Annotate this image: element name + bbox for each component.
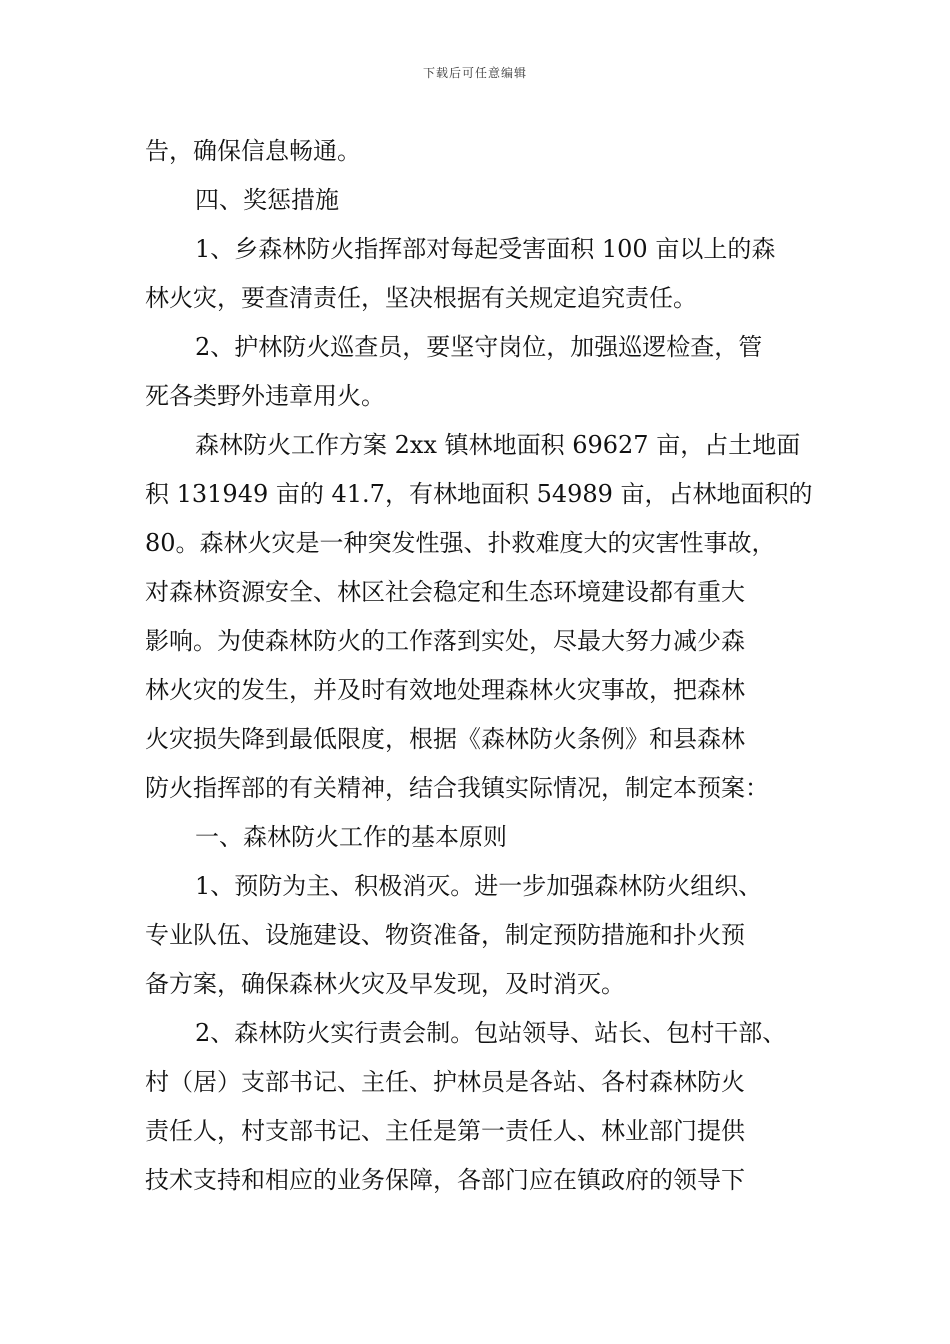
text-line: 林火灾的发生，并及时有效地处理森林火灾事故，把森林 bbox=[145, 676, 745, 704]
section-heading: 一、森林防火工作的基本原则 bbox=[195, 823, 507, 851]
text-line: 备方案，确保森林火灾及早发现，及时消灭。 bbox=[145, 970, 625, 998]
text-line: 对森林资源安全、林区社会稳定和生态环境建设都有重大 bbox=[145, 578, 745, 606]
document-body bbox=[145, 127, 813, 1205]
text-line: 80。森林火灾是一种突发性强、扑救难度大的灾害性事故， bbox=[145, 529, 776, 557]
text-line: 2、森林防火实行责会制。包站领导、站长、包村干部、 bbox=[195, 1019, 787, 1047]
text-line: 死各类野外违章用火。 bbox=[145, 382, 385, 410]
text-line: 林火灾，要查清责任，坚决根据有关规定追究责任。 bbox=[145, 284, 697, 312]
page-header: 下载后可任意编辑 bbox=[422, 66, 527, 80]
text-line: 森林防火工作方案 2xx 镇林地面积 69627 亩，占土地面 bbox=[195, 431, 801, 459]
text-line: 村（居）支部书记、主任、护林员是各站、各村森林防火 bbox=[145, 1068, 745, 1096]
text-line: 影响。为使森林防火的工作落到实处，尽最大努力减少森 bbox=[145, 627, 745, 655]
text-line: 火灾损失降到最低限度，根据《森林防火条例》和县森林 bbox=[145, 725, 745, 753]
text-line: 积 131949 亩的 41.7，有林地面积 54989 亩，占林地面积的 bbox=[145, 480, 813, 508]
text-line: 1、乡森林防火指挥部对每起受害面积 100 亩以上的森 bbox=[195, 235, 776, 263]
section-heading: 四、奖惩措施 bbox=[195, 186, 339, 214]
text-line: 责任人，村支部书记、主任是第一责任人、林业部门提供 bbox=[145, 1117, 745, 1145]
text-line: 1、预防为主、积极消灭。进一步加强森林防火组织、 bbox=[195, 872, 763, 900]
text-line: 专业队伍、设施建设、物资准备，制定预防措施和扑火预 bbox=[145, 921, 745, 949]
text-line: 技术支持和相应的业务保障，各部门应在镇政府的领导下 bbox=[145, 1166, 745, 1194]
text-line: 防火指挥部的有关精神，结合我镇实际情况，制定本预案： bbox=[145, 774, 769, 802]
text-line: 2、护林防火巡查员，要坚守岗位，加强巡逻检查，管 bbox=[195, 333, 763, 361]
text-line: 告，确保信息畅通。 bbox=[145, 137, 361, 165]
